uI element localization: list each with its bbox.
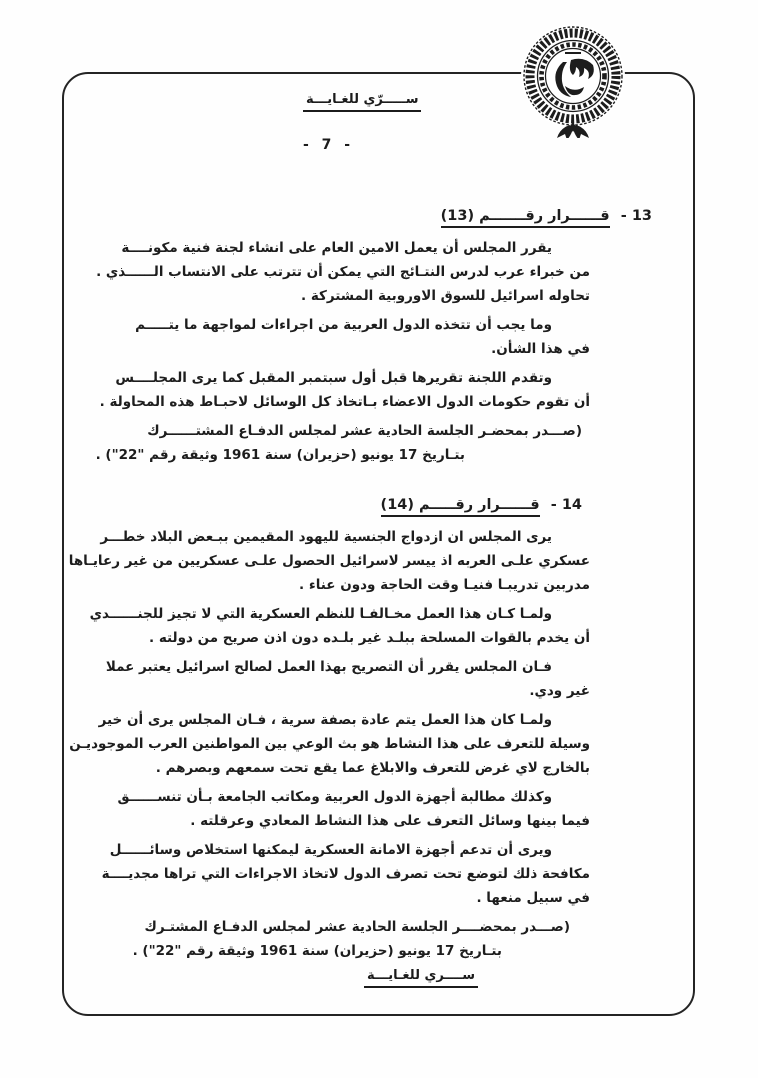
resolution-14-paragraph-1 (68, 525, 590, 597)
classification-banner-bottom: ســــري للغـايـــة (364, 968, 478, 988)
page-number: - 7 - (303, 137, 355, 153)
text-line: مكافحة ذلك لتوضع تحت تصرف الدول لاتخاذ الاجراءات التي تراها مجديــــة (101, 866, 590, 882)
text-line: في سبيل منعها . (476, 890, 590, 906)
resolution-13-number: 13 - (620, 208, 652, 224)
resolution-14-paragraph-5 (83, 785, 590, 833)
text-line: تحاوله اسرائيل للسوق الاوروبية المشتركة . (301, 288, 590, 304)
resolution-13-paragraph-1 (83, 236, 590, 308)
document-body (68, 194, 652, 970)
text-line: بالخارج لاي غرض للتعرف والابلاغ عما يقع تحت سمعهم وبصرهم . (155, 760, 590, 776)
text-line: من خبراء عرب لدرس النتـائج التي يمكن أن تترتب على الانتساب الــــــذي . (96, 264, 590, 280)
resolution-14-paragraph-2 (83, 602, 590, 650)
resolution-13-source-note (83, 419, 590, 467)
resolution-13-heading (83, 204, 652, 228)
text-line: عسكري علـى العربه اذ ييسر لاسرائيل الحصول علـى عسكريين من غير رعايـاها (68, 553, 590, 569)
resolution-14-number: 14 - (550, 497, 582, 513)
resolution-13-title: قــــــرار رقـــــــم (13) (441, 208, 610, 228)
resolution-14-source-note (83, 915, 590, 963)
text-line: ويرى أن تدعم أجهزة الامانة العسكرية ليمكنها استخلاص وسائــــــل (109, 842, 552, 858)
text-line: يقرر المجلس أن يعمل الامين العام على انشاء لجنة فنية مكونــــة (121, 240, 552, 256)
text-line: ولمـا كـان هذا العمل مخـالفـا للنظم العسكرية التي لا تجيز للجنــــــدي (89, 606, 552, 622)
text-line: في هذا الشأن. (491, 341, 590, 357)
resolution-13-paragraph-2 (83, 313, 590, 361)
resolution-14-paragraph-6 (83, 838, 590, 910)
text-line: مدربين تدريبـا فنيـا وقت الحاجة ودون عناء . (298, 577, 590, 593)
text-line: ولمـا كان هذا العمل يتم عادة بصفة سرية ، فـان المجلس يرى أن خير (98, 712, 552, 728)
resolution-14-paragraph-4 (69, 708, 590, 780)
resolution-14-title: قــــــرار رقـــــم (14) (381, 497, 540, 517)
classification-banner-top: ســـــرّي للغـايـــة (303, 92, 421, 112)
text-line: وسيلة للتعرف على هذا النشاط هو بث الوعي بين المواطنين العرب الموجوديـن (69, 736, 590, 752)
resolution-14-paragraph-3 (83, 655, 590, 703)
resolution-14-heading (83, 493, 582, 517)
text-line: وكذلك مطالبة أجهزة الدول العربية ومكاتب الجامعة بـأن تنســــــق (117, 789, 552, 805)
text-line: وما يجب أن تتخذه الدول العربية من اجراءات لمواجهة ما يتـــــم (135, 317, 552, 333)
text-line: أن يخدم بالقوات المسلحة ببلـد غير بلـده دون اذن صريح من دولته . (148, 630, 590, 646)
resolution-13-paragraph-3 (83, 366, 590, 414)
text-line: يرى المجلس ان ازدواج الجنسية لليهود المقيمين ببـعض البلاد خطـــر (100, 529, 552, 545)
text-line: فيما بينها وسائل التعرف على هذا النشاط المعادي وعرقلته . (190, 813, 590, 829)
text-line: (صـــدر بمحضــــر الجلسة الحادية عشر لمجلس الدفـاع المشتـرك (144, 919, 570, 935)
arab-league-emblem-icon (517, 18, 629, 138)
text-line: غير ودي. (529, 683, 590, 699)
text-line: وتقدم اللجنة تقريرها قبل أول سبتمبر المقبل كما يرى المجلــــس (115, 370, 552, 386)
section-gap (83, 474, 590, 483)
text-line: بتـاريخ 17 يونيو (حزيران) سنة 1961 وثيقة رقم "22") . (95, 447, 465, 463)
text-line: أن تقوم حكومات الدول الاعضاء بـاتخاذ كل الوسائل لاحبـاط هذه المحاولة . (99, 394, 590, 410)
text-line: فـان المجلس يقرر أن التصريح بهذا العمل لصالح اسرائيل يعتبر عملا (105, 659, 552, 675)
text-line: بتـاريخ 17 يونيو (حزيران) سنة 1961 وثيقة رقم "22") . (132, 943, 502, 959)
text-line: (صـــدر بمحضـر الجلسة الحادية عشر لمجلس الدفـاع المشتــــــرك (147, 423, 582, 439)
